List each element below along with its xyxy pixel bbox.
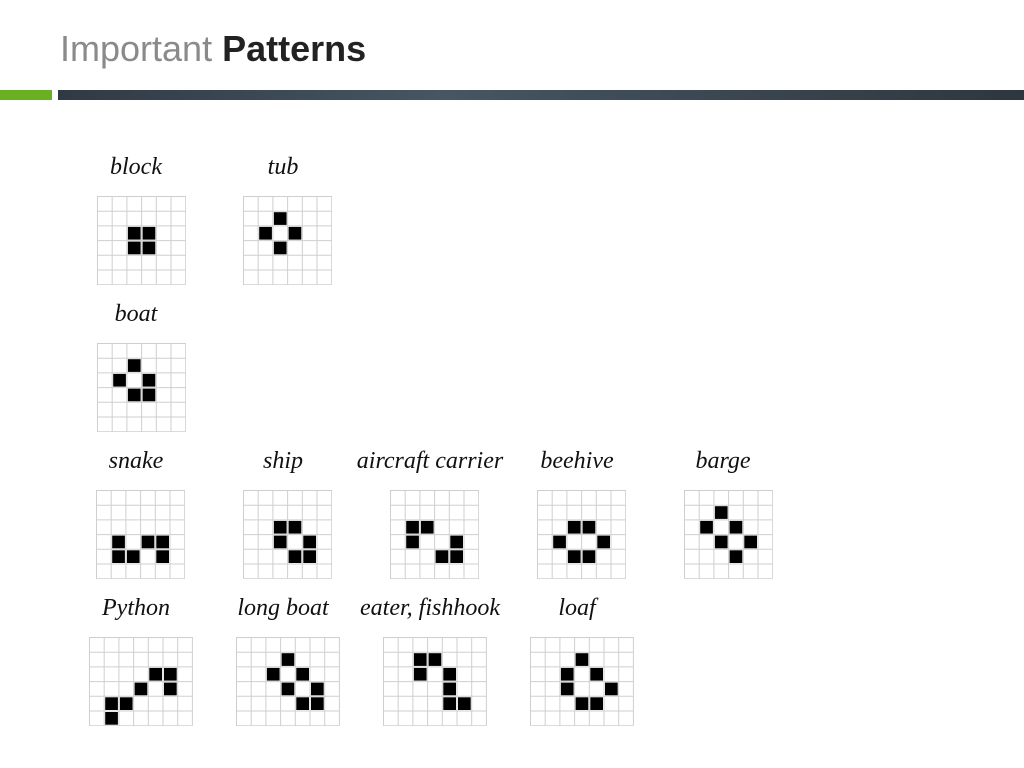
live-cell <box>576 653 589 666</box>
title-underline-bar <box>58 90 1024 100</box>
pattern-label-long-boat: long boat <box>237 595 329 621</box>
live-cell <box>289 227 302 240</box>
live-cell <box>112 550 125 563</box>
live-cell <box>715 536 728 549</box>
pattern-grid-long-boat <box>236 637 340 726</box>
live-cell <box>443 697 456 710</box>
live-cell <box>414 668 427 681</box>
live-cell <box>583 550 596 563</box>
live-cell <box>105 697 118 710</box>
live-cell <box>443 668 456 681</box>
live-cell <box>303 536 316 549</box>
pattern-grid-aircraft-carrier <box>390 490 479 579</box>
live-cell <box>450 536 463 549</box>
pattern-grid-tub <box>243 196 332 285</box>
live-cell <box>406 536 419 549</box>
live-cell <box>289 550 302 563</box>
live-cell <box>128 359 141 372</box>
pattern-label-eater-fishhook: eater, fishhook <box>360 595 500 621</box>
live-cell <box>458 697 471 710</box>
live-cell <box>289 521 302 534</box>
live-cell <box>149 668 162 681</box>
live-cell <box>259 227 272 240</box>
live-cell <box>120 697 133 710</box>
live-cell <box>311 683 324 696</box>
grid-lines <box>97 196 186 285</box>
pattern-label-beehive: beehive <box>540 448 614 474</box>
live-cell <box>311 697 324 710</box>
live-cell <box>282 683 295 696</box>
live-cell <box>597 536 610 549</box>
live-cell <box>450 550 463 563</box>
live-cell <box>406 521 419 534</box>
pattern-grid-snake <box>96 490 185 579</box>
live-cell <box>605 683 618 696</box>
pattern-grid-barge <box>684 490 773 579</box>
live-cell <box>274 536 287 549</box>
live-cell <box>128 389 141 402</box>
grid-lines <box>243 196 332 285</box>
grid-lines <box>97 343 186 432</box>
pattern-grid-ship <box>243 490 332 579</box>
pattern-label-aircraft-carrier: aircraft carrier <box>356 448 504 474</box>
grid-lines <box>537 490 626 579</box>
live-cell <box>274 212 287 225</box>
live-cell <box>715 506 728 519</box>
grid-lines <box>96 490 185 579</box>
live-cell <box>142 536 155 549</box>
pattern-label-snake: snake <box>108 448 164 474</box>
pattern-label-barge: barge <box>695 448 751 474</box>
live-cell <box>128 242 141 255</box>
live-cell <box>282 653 295 666</box>
live-cell <box>744 536 757 549</box>
live-cell <box>414 653 427 666</box>
grid-lines <box>684 490 773 579</box>
grid-lines <box>390 490 479 579</box>
pattern-grid-loaf <box>530 637 634 726</box>
grid-lines <box>236 637 339 726</box>
live-cell <box>274 242 287 255</box>
pattern-label-block: block <box>110 154 162 180</box>
live-cell <box>553 536 566 549</box>
live-cell <box>164 683 177 696</box>
page-title-bold: Patterns <box>222 28 367 69</box>
page-title <box>60 28 366 70</box>
pattern-label-tub: tub <box>267 154 299 180</box>
live-cell <box>436 550 449 563</box>
live-cell <box>303 550 316 563</box>
live-cell <box>135 683 148 696</box>
live-cell <box>296 697 309 710</box>
live-cell <box>561 668 574 681</box>
pattern-grid-block <box>97 196 186 285</box>
grid-lines <box>243 490 332 579</box>
pattern-label-loaf: loaf <box>558 595 596 621</box>
grid-lines <box>383 637 486 726</box>
pattern-grid-beehive <box>537 490 626 579</box>
live-cell <box>700 521 713 534</box>
pattern-label-python: Python <box>102 595 170 621</box>
live-cell <box>421 521 434 534</box>
live-cell <box>164 668 177 681</box>
live-cell <box>143 227 156 240</box>
live-cell <box>127 550 140 563</box>
live-cell <box>443 683 456 696</box>
live-cell <box>274 521 287 534</box>
pattern-grid-python <box>89 637 193 726</box>
grid-lines <box>89 637 192 726</box>
live-cell <box>156 536 169 549</box>
live-cell <box>568 550 581 563</box>
pattern-label-ship: ship <box>262 448 304 474</box>
live-cell <box>143 242 156 255</box>
live-cell <box>568 521 581 534</box>
pattern-grid-boat <box>97 343 186 432</box>
live-cell <box>583 521 596 534</box>
live-cell <box>730 521 743 534</box>
live-cell <box>267 668 280 681</box>
live-cell <box>112 536 125 549</box>
title-accent-bar <box>0 90 52 100</box>
live-cell <box>730 550 743 563</box>
live-cell <box>128 227 141 240</box>
live-cell <box>590 697 603 710</box>
live-cell <box>429 653 442 666</box>
live-cell <box>143 374 156 387</box>
pattern-grid-eater-fishhook <box>383 637 487 726</box>
live-cell <box>143 389 156 402</box>
live-cell <box>113 374 126 387</box>
live-cell <box>296 668 309 681</box>
live-cell <box>156 550 169 563</box>
live-cell <box>590 668 603 681</box>
grid-lines <box>530 637 633 726</box>
live-cell <box>576 697 589 710</box>
page-title-normal: Important <box>60 28 213 69</box>
pattern-label-boat: boat <box>114 301 158 327</box>
live-cell <box>105 712 118 725</box>
live-cell <box>561 683 574 696</box>
